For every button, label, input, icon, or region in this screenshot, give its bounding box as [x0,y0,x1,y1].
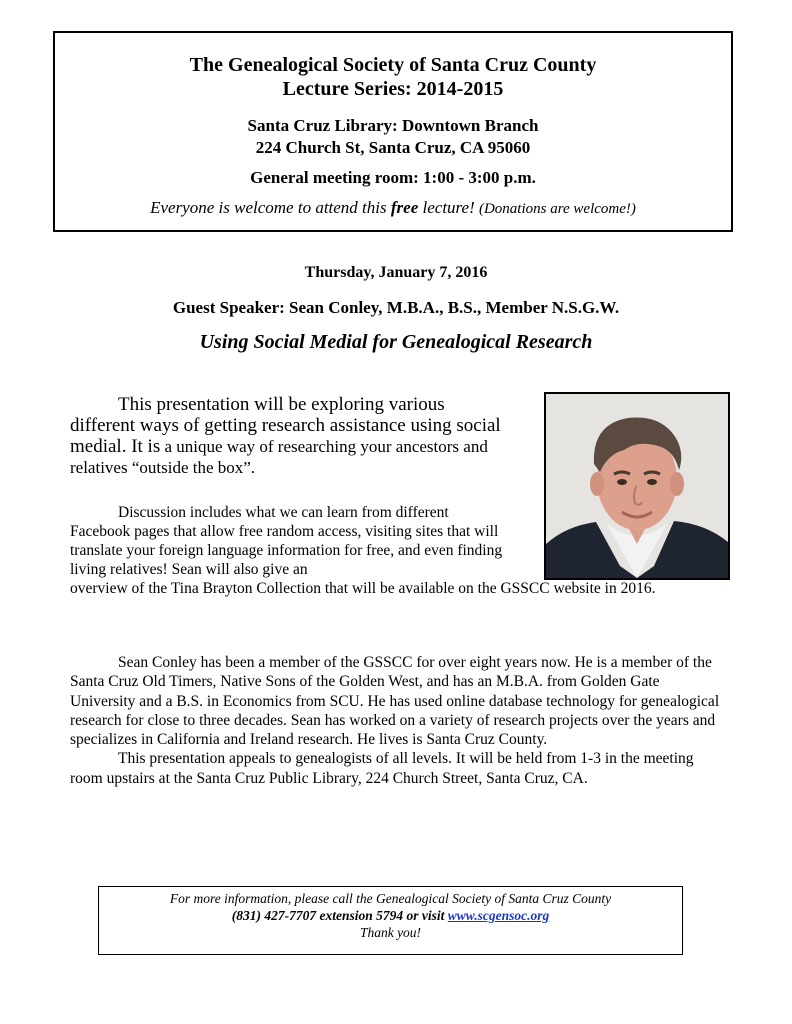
welcome-pre: Everyone is welcome to attend this [150,198,391,217]
intro-paragraph [70,394,510,478]
bio-paragraph [70,653,725,749]
speaker-photo [544,392,730,580]
welcome-line [55,197,731,220]
appeal-text: This presentation appeals to genealogists of all levels. It will be held from 1-3 in the meeting room upstairs at the Santa Cruz Public Library, 224 Church Street, Santa Cruz, CA. [70,750,694,787]
discussion-wrapped [70,503,510,579]
discussion-wrap-text: Discussion includes what we can learn from different Facebook pages that allow free random access, visiting sites that will translate your foreign language information for free, and even finding living relatives! Sean will also give an [70,504,503,578]
venue-name: Santa Cruz Library: Downtown Branch [247,116,539,135]
website-link[interactable]: www.scgensoc.org [447,908,550,923]
welcome-post: lecture! [418,198,479,217]
event-date: Thursday, January 7, 2016 [304,264,488,281]
meeting-room: General meeting room: 1:00 - 3:00 p.m. [250,168,536,187]
lecture-title: Using Social Medial for Genealogical Research [199,331,593,353]
intro-lead: This presentation will be exploring various different ways of getting research assistance using social medial. It is [70,394,501,457]
footer-phone: (831) 427-7707 extension 5794 or visit [231,908,448,923]
donations-note: (Donations are welcome!) [478,201,636,217]
venue-address: 224 Church St, Santa Cruz, CA 95060 [255,138,531,157]
welcome-free: free [390,198,419,217]
intro-rest: a unique way of researching your ancestors and relatives “outside the box”. [70,437,488,477]
footer-line2 [99,907,682,924]
bio-text: Sean Conley has been a member of the GSSCC for over eight years now. He is a member of the Santa Cruz Old Timers, Native Sons of the Golden West, and has an M.B.A. from Golden Gate University and a B.S. in Economics from SCU. He has used online database technology for genealogical research for close to three decades. Sean has worked on a variety of research projects over the years and specializes in California and Ireland research. He lives is Santa Cruz County. [70,654,720,749]
footer-thanks: Thank you! [359,925,422,940]
footer-line1: For more information, please call the Genealogical Society of Santa Cruz County [169,891,612,906]
discussion-full-text: overview of the Tina Brayton Collection that will be available on the GSSCC website in 2016. [70,580,656,597]
footer-box [98,886,683,955]
bio-section [70,653,725,788]
speaker-portrait-icon [546,394,728,578]
society-title: The Genealogical Society of Santa Cruz County [189,54,597,76]
appeal-paragraph [70,749,725,788]
header-box [53,31,733,232]
lecture-series: Lecture Series: 2014-2015 [282,78,504,100]
guest-speaker: Guest Speaker: Sean Conley, M.B.A., B.S., Member N.S.G.W. [172,298,620,317]
